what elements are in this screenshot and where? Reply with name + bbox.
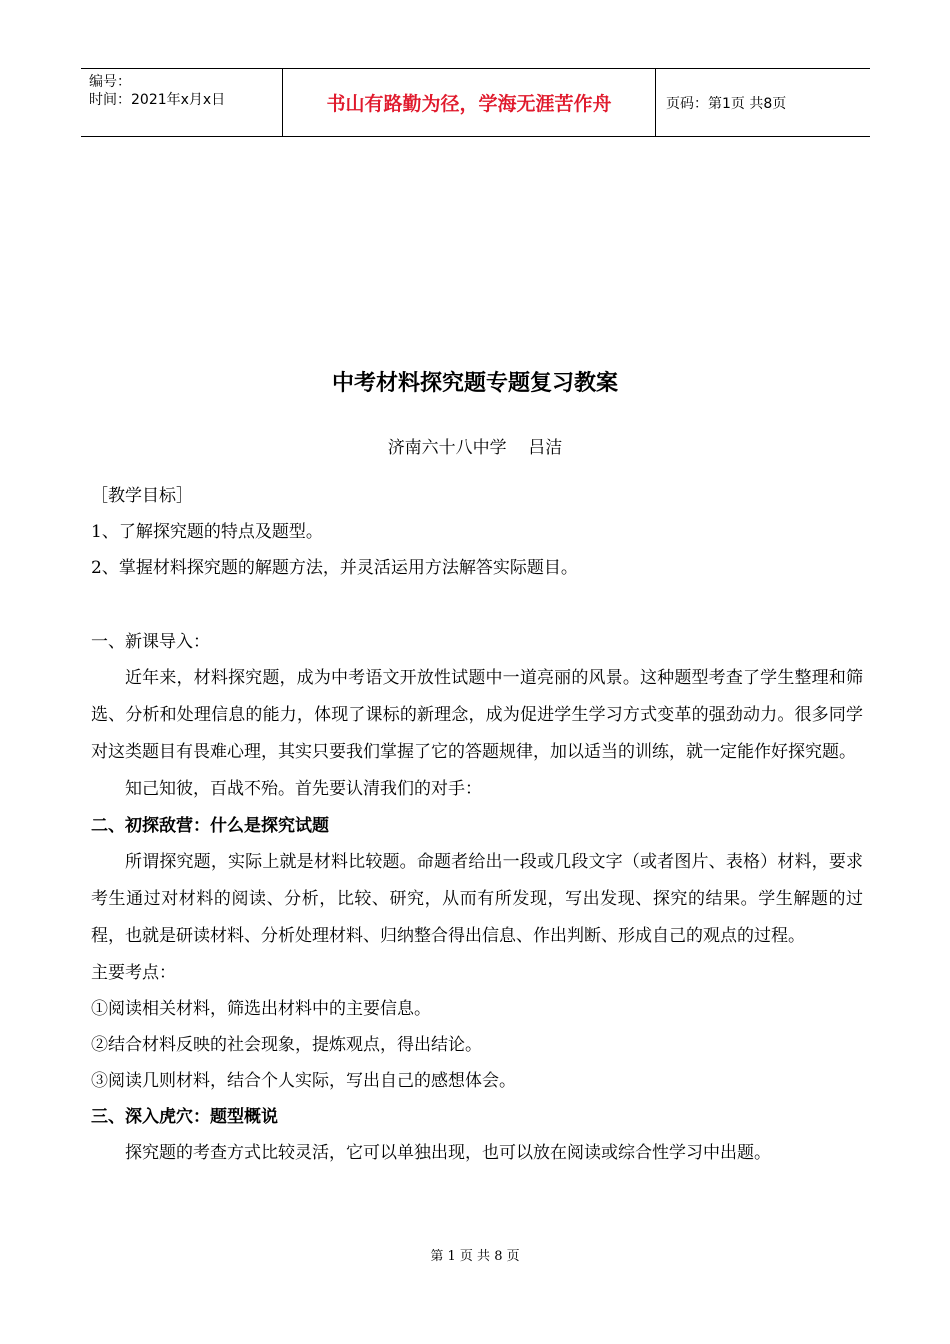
header-page-code: 页码：第1页 共8页 <box>666 95 787 112</box>
page-footer: 第 1 页 共 8 页 <box>430 1249 520 1264</box>
header-number-label: 编号： <box>89 74 131 90</box>
header-motto: 书山有路勤为径，学海无涯苦作舟 <box>282 69 656 136</box>
page-header <box>81 68 870 137</box>
section3-paragraph-1: 探究题的考查方式比较灵活，它可以单独出现，也可以放在阅读或综合性学习中出题。 <box>125 1143 771 1163</box>
section2-paragraph-1: 所谓探究题，实际上就是材料比较题。命题者给出一段或几段文字（或者图片、表格）材料，要求考生通过对材料的阅读、分析，比较、研究，从而有所发现，写出发现、探究的结果。学生解题的过程，也就是研读材料、分析处理材料、归纳整合得出信息、作出判断、形成自己的观点的过程。 <box>91 852 863 946</box>
section3-heading: 三、深入虎穴：题型概说 <box>91 1107 278 1127</box>
goals-heading: ［教学目标］ <box>91 486 193 506</box>
key-point-2: ②结合材料反映的社会现象，提炼观点，得出结论。 <box>91 1035 482 1055</box>
section1-paragraph-1: 近年来，材料探究题，成为中考语文开放性试题中一道亮丽的风景。这种题型考查了学生整理和筛选、分析和处理信息的能力，体现了课标的新理念，成为促进学生学习方式变革的强劲动力。很多同学对这类题目有畏难心理，其实只要我们掌握了它的答题规律，加以适当的训练，就一定能作好探究题。 <box>91 668 863 762</box>
goal-item-2: 2、掌握材料探究题的解题方法，并灵活运用方法解答实际题目。 <box>91 558 578 578</box>
goal-item-1: 1、了解探究题的特点及题型。 <box>91 522 323 542</box>
section2-heading: 二、初探敌营：什么是探究试题 <box>91 816 329 836</box>
section1-paragraph-2: 知己知彼，百战不殆。首先要认清我们的对手： <box>125 779 482 799</box>
document-title: 中考材料探究题专题复习教案 <box>331 371 618 396</box>
section1-heading: 一、新课导入： <box>91 632 210 652</box>
document-author: 济南六十八中学 吕洁 <box>387 438 563 458</box>
key-point-1: ①阅读相关材料，筛选出材料中的主要信息。 <box>91 999 431 1019</box>
key-point-3: ③阅读几则材料，结合个人实际，写出自己的感想体会。 <box>91 1071 516 1091</box>
key-points-label: 主要考点： <box>91 963 176 983</box>
header-meta <box>81 69 282 136</box>
spacer <box>91 586 863 624</box>
header-time-label: 时间：2021年x月x日 <box>89 92 226 108</box>
document-body <box>91 478 863 1172</box>
